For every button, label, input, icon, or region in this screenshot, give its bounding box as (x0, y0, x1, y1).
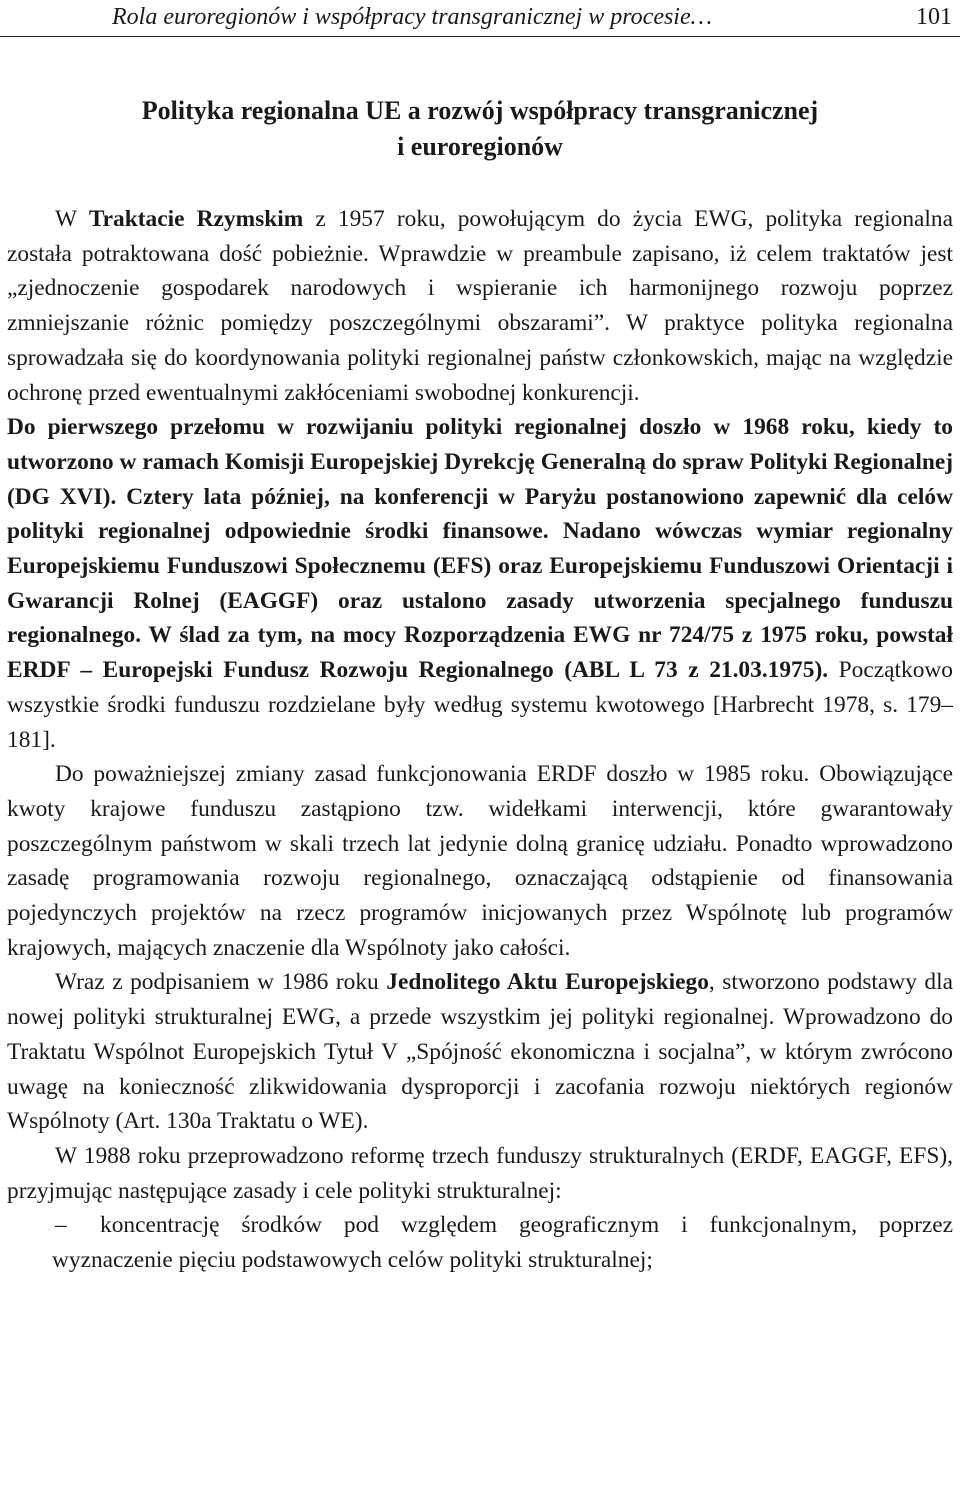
paragraph-4 (7, 965, 953, 1139)
section-heading-line-1: Polityka regionalna UE a rozwój współpracy transgranicznej (141, 96, 819, 125)
paragraph-1 (7, 202, 953, 410)
paragraph-1-bold: Traktacie Rzymskim (88, 206, 304, 232)
section-heading (0, 93, 960, 165)
paragraph-4-bold: Jednolitego Aktu Europejskiego (386, 969, 709, 996)
paragraph-3-text: Do poważniejszej zmiany zasad funkcjonowania ERDF doszło w 1985 roku. Obowiązujące kwoty krajowe funduszu zastąpiono tzw. widełkami interwencji, które gwarantowały poszczególnym państwom w skali trzech lat jedynie dolną granicę udziału. Ponadto wprowadzono zasadę programowania rozwoju regionalnego, oznaczającą odstąpienie od finansowania pojedynczych projektów na rzecz programów inicjowanych przez Wspólnotę lub programów krajowych, mających znaczenie dla Wspólnoty jako całości. (7, 761, 953, 961)
paragraph-5 (7, 1139, 953, 1208)
running-head (0, 0, 960, 37)
paragraph-2-text: Początkowo wszystkie środki funduszu rozdzielane były według systemu kwotowego [Harbrecht 1978, s. 179–181]. (7, 657, 953, 753)
section-heading-line-2: i euroregionów (397, 132, 563, 161)
page-number: 101 (916, 4, 952, 30)
list-item-text: koncentrację środków pod względem geograficznym i funkcjonalnym, poprzez wyznaczenie pięciu podstawowych celów polityki strukturalnej; (52, 1212, 953, 1274)
paragraph-2 (7, 410, 953, 757)
body-text (7, 202, 953, 1278)
paragraph-2-bold: Do pierwszego przełomu w rozwijaniu polityki regionalnej doszło w 1968 roku, kiedy to utworzono w ramach Komisji Europejskiej Dyrekcję Generalną do spraw Polityki Regionalnej (DG XVI). Cztery lata później, na konferencji w Paryżu postanowiono zapewnić dla celów polityki regionalnej odpowiednie środki finansowe. Nadano wówczas wymiar regionalny Europejskiemu Funduszowi Społecznemu (EFS) oraz Europejskiemu Funduszowi Orientacji i Gwarancji Rolnej (EAGGF) oraz ustalono zasady utworzenia specjalnego funduszu regionalnego. W ślad za tym, na mocy Rozporządzenia EWG nr 724/75 z 1975 roku, powstał ERDF – Europejski Fundusz Rozwoju Regionalnego (ABL L 73 z 21.03.1975). (7, 414, 953, 684)
paragraph-1-text: z 1957 roku, powołującym do życia EWG, polityka regionalna została potraktowana dość pobieżnie. Wprawdzie w preambule zapisano, iż celem traktatów jest „zjednoczenie gospodarek narodowych i wspieranie ich harmonijnego rozwoju poprzez zmniejszanie różnic pomiędzy poszczególnymi obszarami”. W praktyce polityka regionalna sprowadzała się do koordynowania polityki regionalnej państw członkowskich, mając na względzie ochronę przed ewentualnymi zakłóceniami swobodnej konkurencji. (7, 206, 954, 406)
paragraph-1-lead: W (55, 206, 89, 232)
paragraph-3 (7, 757, 953, 965)
paragraph-5-text: W 1988 roku przeprowadzono reformę trzech funduszy strukturalnych (ERDF, EAGGF, EFS), przyjmując następujące zasady i cele polityki strukturalnej: (7, 1142, 953, 1204)
list-dash: – (55, 1212, 67, 1239)
running-head-title: Rola euroregionów i współpracy transgranicznej w procesie… (112, 4, 712, 30)
paragraph-4-lead: Wraz z podpisaniem w 1986 roku (55, 969, 387, 996)
paragraph-4-text: , stworzono podstawy dla nowej polityki strukturalnej EWG, a przede wszystkim jej polityki regionalnej. Wprowadzono do Traktatu Wspólnot Europejskich Tytuł V „Spójność ekonomiczna i socjalna”, w którym zwrócono uwagę na konieczność zlikwidowania dysproporcji i zacofania rozwoju niektórych regionów Wspólnoty (Art. 130a Traktatu o WE). (7, 969, 953, 1135)
list-item (7, 1208, 953, 1277)
